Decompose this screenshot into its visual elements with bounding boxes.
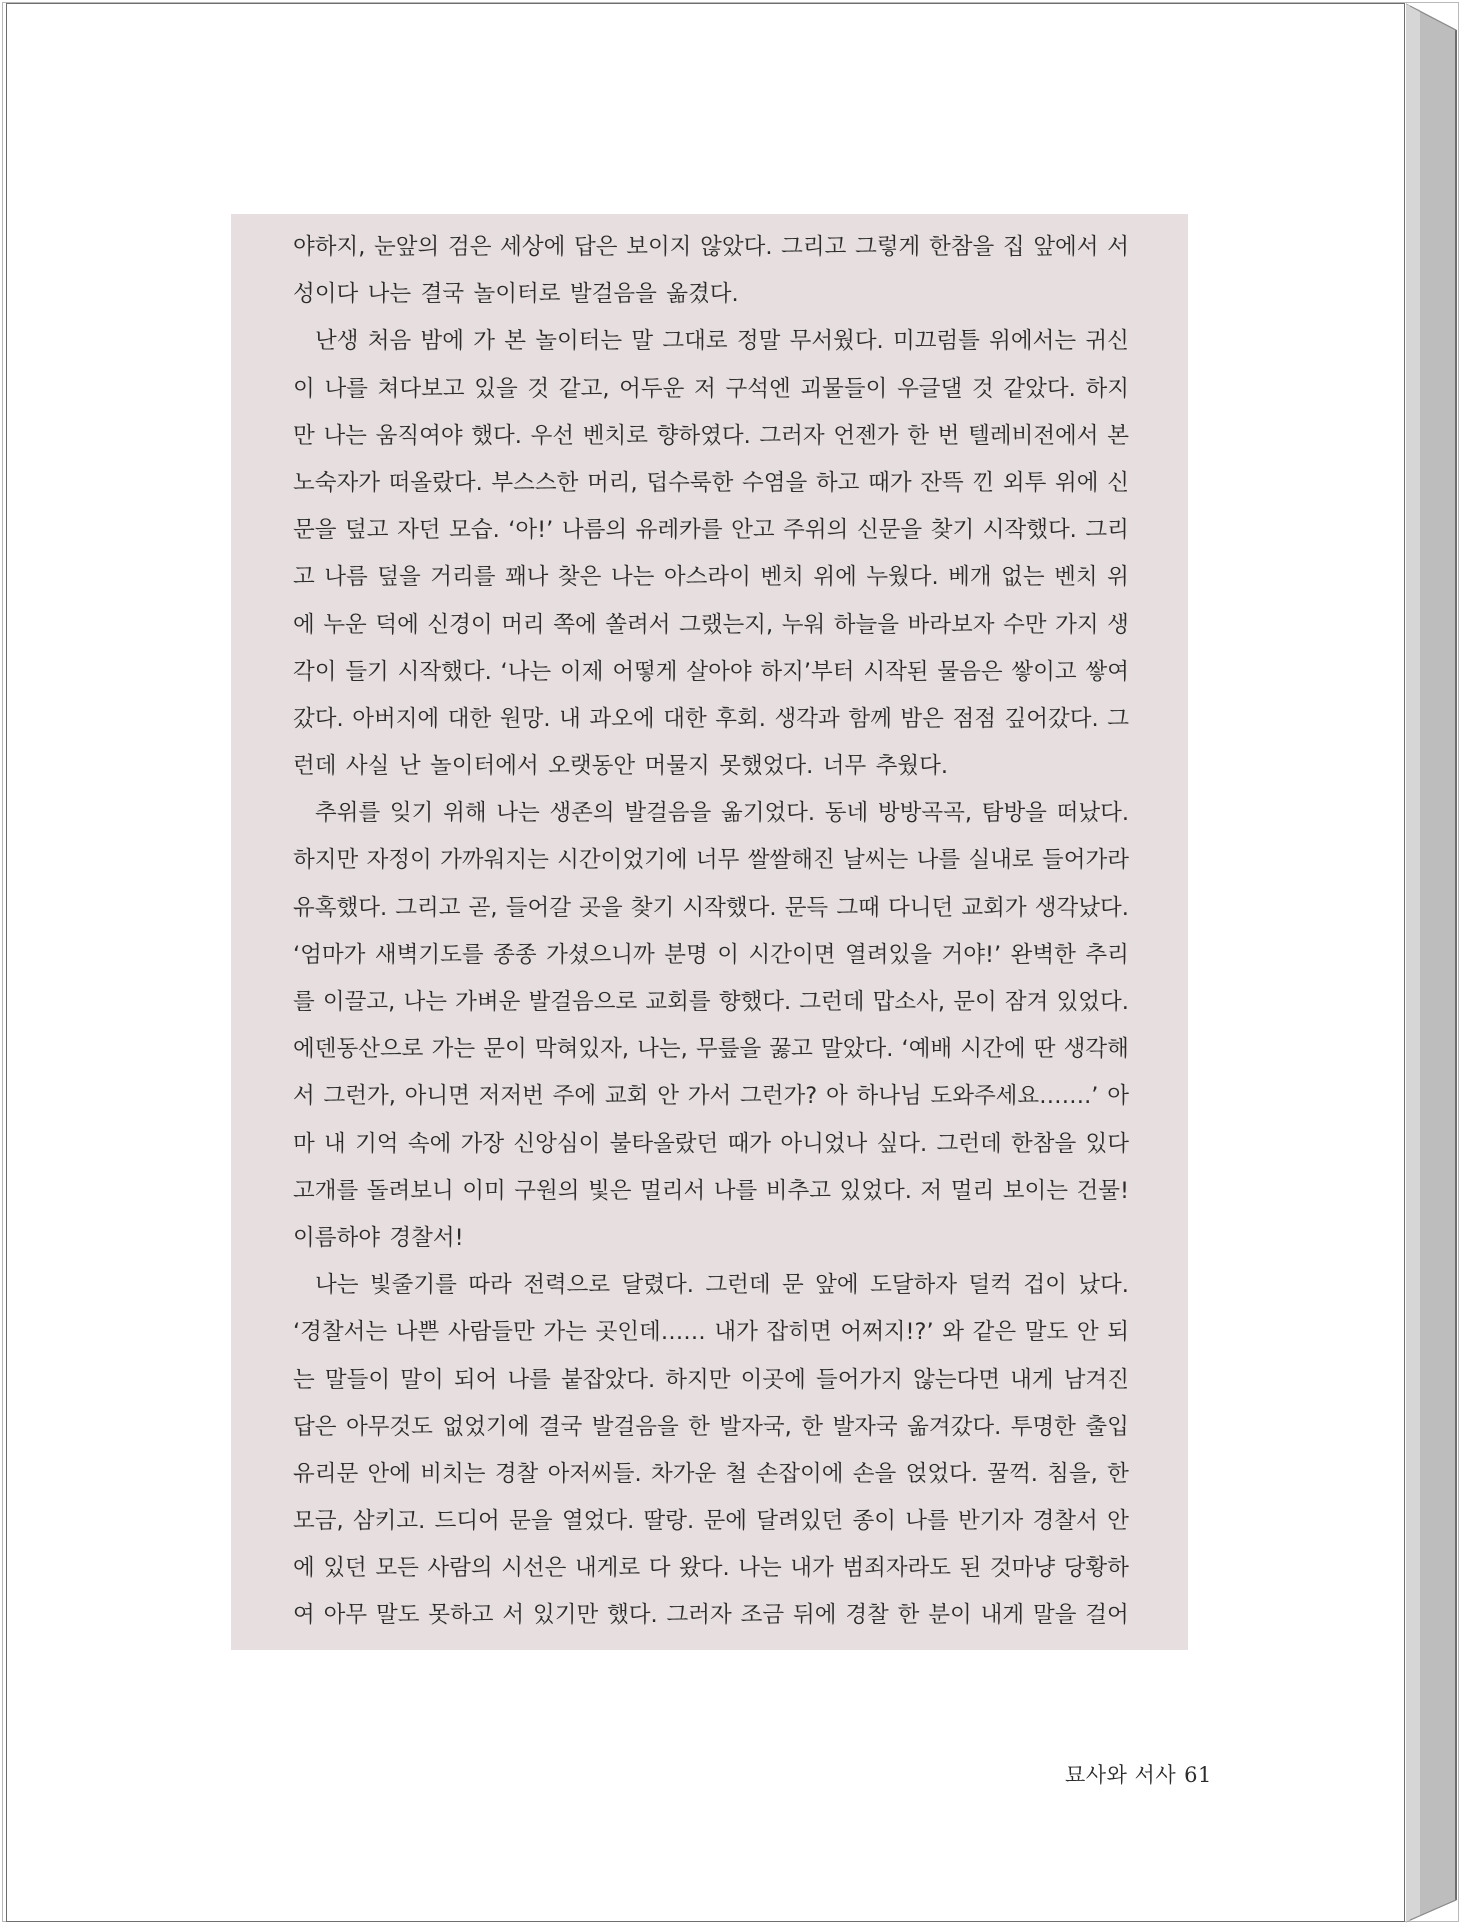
text-line: 하지만 자정이 가까워지는 시간이었기에 너무 쌀쌀해진 날씨는 나를 실내로 들어가라 xyxy=(293,847,1129,874)
text-line: 만 나는 움직여야 했다. 우선 벤치로 향하였다. 그러자 언젠가 한 번 텔레비전에서 본 xyxy=(293,422,1129,449)
text-line: 난생 처음 밤에 가 본 놀이터는 말 그대로 정말 무서웠다. 미끄럼틀 위에서는 귀신 xyxy=(315,328,1129,355)
text-line: 각이 들기 시작했다. ‘나는 이제 어떻게 살아야 하지’부터 시작된 물음은 쌓이고 쌓여 xyxy=(293,658,1129,685)
text-line: 에 누운 덕에 신경이 머리 쪽에 쏠려서 그랬는지, 누워 하늘을 바라보자 수만 가지 생 xyxy=(293,611,1129,638)
text-line: 에 있던 모든 사람의 시선은 내게로 다 왔다. 나는 내가 범죄자라도 된 것마냥 당황하 xyxy=(293,1555,1129,1582)
text-line: 추위를 잊기 위해 나는 생존의 발걸음을 옮기었다. 동네 방방곡곡, 탐방을 떠났다. xyxy=(315,800,1129,827)
text-highlight-panel xyxy=(231,214,1188,1650)
book-page xyxy=(6,3,1405,1922)
page-number: 61 xyxy=(1184,1763,1212,1787)
text-line: 문을 덮고 자던 모습. ‘아!’ 나름의 유레카를 안고 주위의 신문을 찾기 시작했다. 그리 xyxy=(293,517,1129,544)
text-line: 서 그런가, 아니면 저저번 주에 교회 안 가서 그런가? 아 하나님 도와주세요…….’ 아 xyxy=(293,1083,1129,1110)
text-line: 유혹했다. 그리고 곧, 들어갈 곳을 찾기 시작했다. 문득 그때 다니던 교회가 생각났다. xyxy=(293,894,1129,921)
text-line: 노숙자가 떠올랐다. 부스스한 머리, 덥수룩한 수염을 하고 때가 잔뜩 낀 외투 위에 신 xyxy=(293,469,1129,496)
text-line: 는 말들이 말이 되어 나를 붙잡았다. 하지만 이곳에 들어가지 않는다면 내게 남겨진 xyxy=(293,1366,1129,1393)
text-line: 에덴동산으로 가는 문이 막혀있자, 나는, 무릎을 꿇고 말았다. ‘예배 시간에 딴 생각해 xyxy=(293,1036,1129,1063)
text-line: ‘경찰서는 나쁜 사람들만 가는 곳인데…… 내가 잡히면 어쩌지!?’ 와 같은 말도 안 되 xyxy=(293,1319,1129,1346)
text-line: 이 나를 쳐다보고 있을 것 같고, 어두운 저 구석엔 괴물들이 우글댈 것 같았다. 하지 xyxy=(293,375,1129,402)
text-line: 고개를 돌려보니 이미 구원의 빛은 멀리서 나를 비추고 있었다. 저 멀리 보이는 건물! xyxy=(293,1177,1129,1204)
text-line: 야하지, 눈앞의 검은 세상에 답은 보이지 않았다. 그리고 그렇게 한참을 집 앞에서 서 xyxy=(293,234,1129,260)
text-line: 답은 아무것도 없었기에 결국 발걸음을 한 발자국, 한 발자국 옮겨갔다. 투명한 출입 xyxy=(293,1413,1129,1440)
text-line: 런데 사실 난 놀이터에서 오랫동안 머물지 못했었다. 너무 추웠다. xyxy=(293,753,949,780)
page-footer xyxy=(1065,1759,1212,1789)
text-line: 마 내 기억 속에 가장 신앙심이 불타올랐던 때가 아니었나 싶다. 그런데 한참을 있다 xyxy=(293,1130,1129,1157)
text-line: 여 아무 말도 못하고 서 있기만 했다. 그러자 조금 뒤에 경찰 한 분이 내게 말을 걸어 xyxy=(293,1602,1129,1629)
section-title: 묘사와 서사 xyxy=(1065,1763,1177,1787)
body-text xyxy=(293,224,1129,1640)
text-line: 이름하야 경찰서! xyxy=(293,1224,464,1251)
text-line: 성이다 나는 결국 놀이터로 발걸음을 옮겼다. xyxy=(293,281,739,308)
text-line: 모금, 삼키고. 드디어 문을 열었다. 딸랑. 문에 달려있던 종이 나를 반기자 경찰서 안 xyxy=(293,1508,1129,1535)
text-line: 나는 빛줄기를 따라 전력으로 달렸다. 그런데 문 앞에 도달하자 덜컥 겁이 났다. xyxy=(315,1272,1129,1299)
text-line: 유리문 안에 비치는 경찰 아저씨들. 차가운 철 손잡이에 손을 얹었다. 꿀꺽. 침을, 한 xyxy=(293,1460,1129,1487)
text-line: 고 나름 덮을 거리를 꽤나 찾은 나는 아스라이 벤치 위에 누웠다. 베개 없는 벤치 위 xyxy=(293,564,1129,591)
text-line: 를 이끌고, 나는 가벼운 발걸음으로 교회를 향했다. 그런데 맙소사, 문이 잠겨 있었다. xyxy=(293,989,1129,1015)
text-line: ‘엄마가 새벽기도를 종종 가셨으니까 분명 이 시간이면 열려있을 거야!’ 완벽한 추리 xyxy=(293,941,1129,968)
text-line: 갔다. 아버지에 대한 원망. 내 과오에 대한 후회. 생각과 함께 밤은 점점 깊어갔다. 그 xyxy=(293,705,1129,732)
